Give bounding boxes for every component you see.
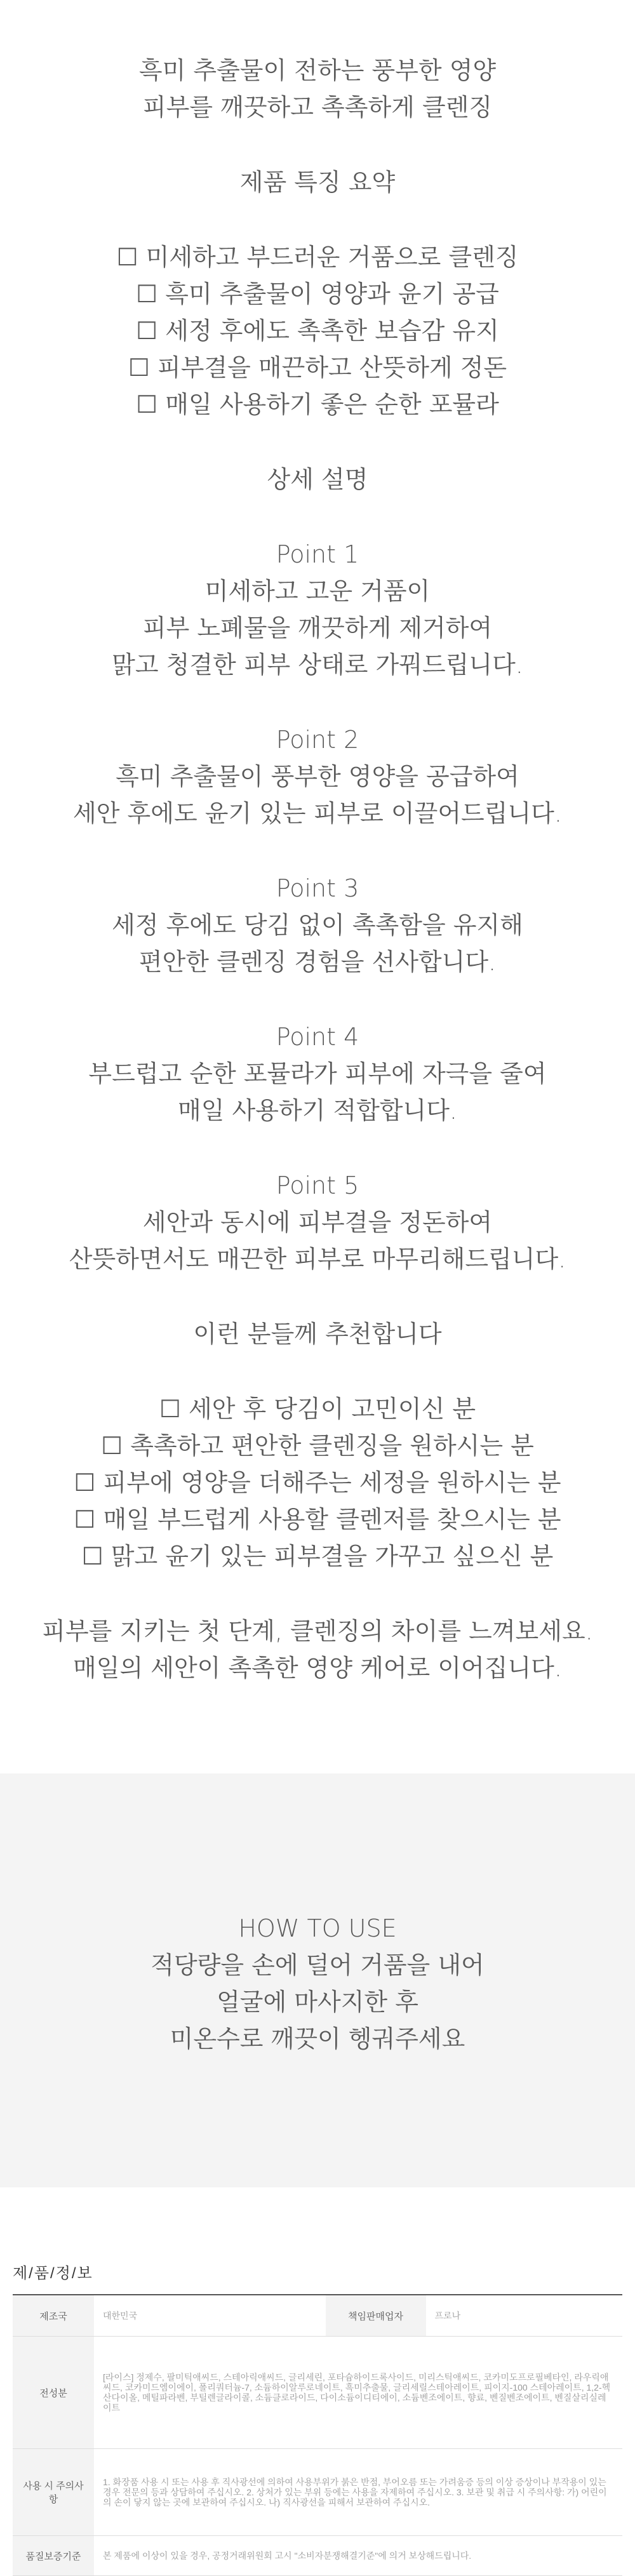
table-row: [13, 2295, 622, 2337]
point-text: 세안 후에도 윤기 있는 피부로 이끌어드립니다.: [73, 799, 562, 827]
point-text: 미세하고 고운 거품이: [204, 577, 431, 605]
seller-label: 책임판매업자: [326, 2295, 426, 2337]
point-label: Point 4: [276, 1023, 359, 1051]
point-text: 맑고 청결한 피부 상태로 가꿔드립니다.: [112, 651, 523, 679]
point-text: 세안과 동시에 피부결을 정돈하여: [142, 1208, 493, 1236]
ingredients-value: [라이스] 정제수, 팔미틱애씨드, 스테아릭애씨드, 글리세린, 포타슘하이드록사이드, 미리스틱애씨드, 코카미도프로필베타인, 라우릭애씨드, 코카미드엠이에이, 폴리쿼터늄-7, 소듐하이알루로네이트, 흑미추출물, 글리세릴스테아레이트, 피이지-100 스테아레이트, 1,2-헥산다이올, 메틸파라벤, 부틸렌글라이콜, 소듐클로라이드, 다이소듐이디티에이, 소듐벤조에이트, 향료, 벤질벤조에이트, 벤질살리실레이트: [94, 2337, 622, 2449]
ingredients-label: 전성분: [13, 2337, 94, 2449]
point-label: Point 1: [276, 540, 359, 568]
quality-label: 품질보증기준: [13, 2536, 94, 2576]
quality-value: 본 제품에 이상이 있을 경우, 공정거래위원회 고시 "소비자분쟁해결기준"에 의거 보상해드립니다.: [94, 2536, 622, 2576]
caution-label: 사용 시 주의사항: [13, 2449, 94, 2536]
headline-line-2: 피부를 깨끗하고 촉촉하게 클렌징: [142, 93, 493, 121]
point-label: Point 5: [276, 1171, 359, 1199]
point-label: Point 3: [276, 874, 359, 902]
how-to-use-step: 미온수로 깨끗이 헹궈주세요: [170, 2025, 465, 2053]
summary-item: ☐ 흑미 추출물이 영양과 윤기 공급: [136, 280, 499, 308]
closing-line-2: 매일의 세안이 촉촉한 영양 케어로 이어집니다.: [73, 1654, 562, 1682]
closing-line-1: 피부를 지키는 첫 단계, 클렌징의 차이를 느껴보세요.: [42, 1617, 593, 1645]
description-section: [0, 52, 635, 1686]
headline-line-1: 흑미 추출물이 전하는 풍부한 영양: [138, 57, 497, 84]
point-text: 산뜻하면서도 매끈한 피부로 마무리해드립니다.: [69, 1245, 566, 1273]
table-row: [13, 2536, 622, 2576]
summary-title: 제품 특징 요약: [239, 168, 396, 196]
point-text: 편안한 클렌징 경험을 선사합니다.: [138, 948, 497, 976]
summary-item: ☐ 피부결을 매끈하고 산뜻하게 정돈: [128, 354, 507, 382]
maker-value: 대한민국: [94, 2295, 326, 2337]
recommend-item: ☐ 세안 후 당김이 고민이신 분: [159, 1395, 476, 1423]
recommend-item: ☐ 매일 부드럽게 사용할 클렌저를 찾으시는 분: [74, 1505, 561, 1533]
recommend-item: ☐ 맑고 윤기 있는 피부결을 가꾸고 싶으신 분: [81, 1542, 554, 1570]
point-text: 흑미 추출물이 풍부한 영양을 공급하여: [116, 763, 519, 791]
detail-title: 상세 설명: [267, 465, 368, 493]
how-to-use-section: [0, 1773, 635, 2187]
summary-item: ☐ 미세하고 부드러운 거품으로 클렌징: [116, 243, 519, 271]
table-row: [13, 2337, 622, 2449]
how-to-use-step: 얼굴에 마사지한 후: [217, 1988, 418, 2016]
summary-item: ☐ 세정 후에도 촉촉한 보습감 유지: [136, 317, 499, 345]
product-info-title: 제/품/정/보: [13, 2265, 93, 2282]
table-row: [13, 2449, 622, 2536]
maker-label: 제조국: [13, 2295, 94, 2337]
how-to-use-title: HOW TO USE: [238, 1914, 397, 1942]
product-info-table: [13, 2294, 622, 2576]
point-text: 피부 노폐물을 깨끗하게 제거하여: [142, 614, 493, 642]
caution-value: 1. 화장품 사용 시 또는 사용 후 직사광선에 의하여 사용부위가 붉은 반점, 부어오름 또는 가려움증 등의 이상 증상이나 부작용이 있는 경우 전문의 등과 상담하여 주십시오. 2. 상처가 있는 부위 등에는 사용을 자제하여 주십시오. 3. 보관 및 취급 시 주의사항: 가) 어린이의 손이 닿지 않는 곳에 보관하여 주십시오. 나) 직사광선을 피해서 보관하여 주십시오.: [94, 2449, 622, 2536]
seller-value: 프로나: [426, 2295, 622, 2337]
how-to-use-step: 적당량을 손에 덜어 거품을 내어: [150, 1951, 485, 1979]
recommend-item: ☐ 피부에 영양을 더해주는 세정을 원하시는 분: [74, 1469, 561, 1497]
product-info-section: [13, 2260, 622, 2576]
point-label: Point 2: [276, 726, 359, 754]
recommend-item: ☐ 촉촉하고 편안한 클렌징을 원하시는 분: [101, 1432, 534, 1460]
summary-item: ☐ 매일 사용하기 좋은 순한 포뮬라: [136, 390, 499, 418]
recommend-title: 이런 분들께 추천합니다: [193, 1320, 442, 1348]
point-text: 부드럽고 순한 포뮬라가 피부에 자극을 줄여: [88, 1060, 547, 1088]
point-text: 세정 후에도 당김 없이 촉촉함을 유지해: [112, 911, 523, 939]
point-text: 매일 사용하기 적합합니다.: [177, 1097, 458, 1124]
